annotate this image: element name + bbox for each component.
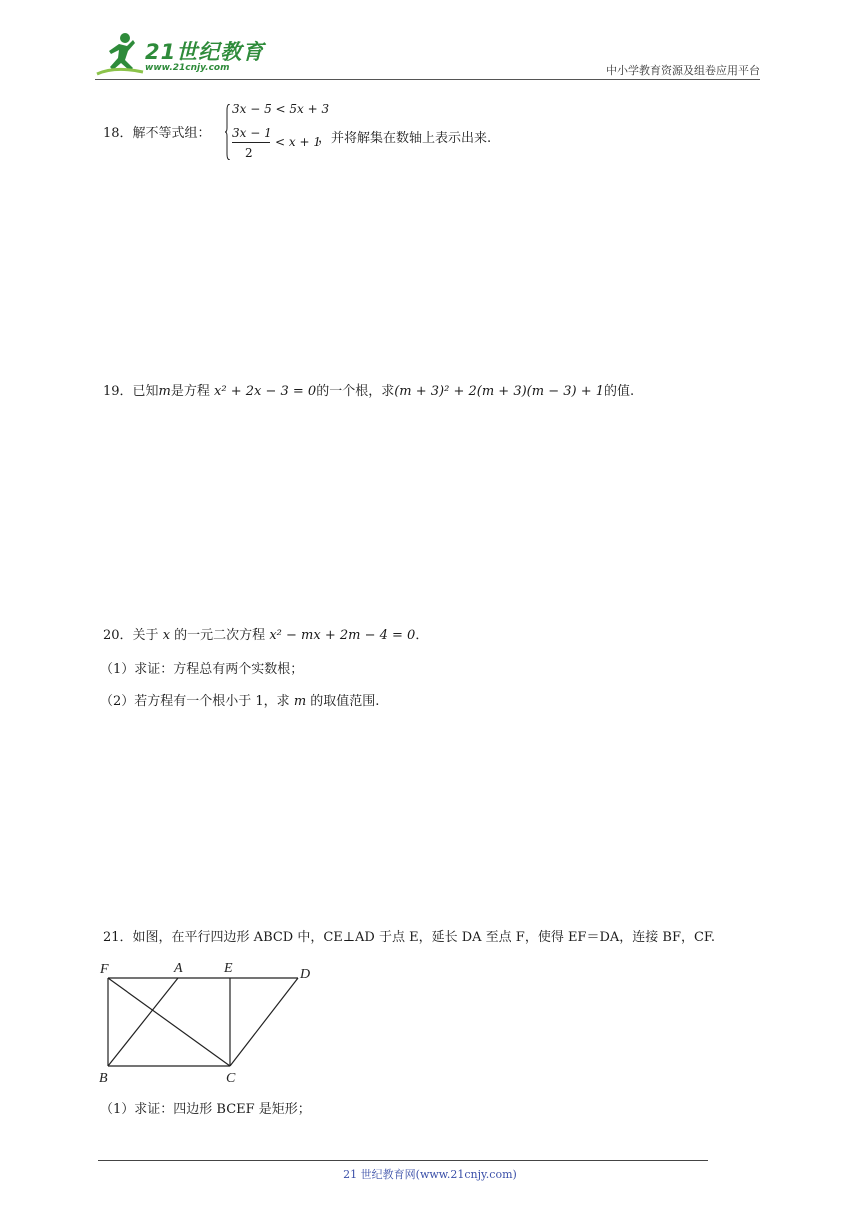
q20-part2a: （2）若方程有一个根小于 1，求: [100, 694, 290, 709]
q20-text3: ．: [415, 628, 429, 643]
q18-label: 18．解不等式组：: [103, 126, 211, 141]
q20-part2: [100, 692, 379, 712]
label-F: F: [100, 962, 109, 977]
brace-icon: [225, 104, 231, 160]
q20-part2-var: m: [293, 694, 307, 709]
q18-frac-denominator: 2: [245, 146, 253, 160]
q20-var-x: x: [162, 628, 171, 643]
label-E: E: [224, 961, 233, 976]
q19-question: [103, 382, 634, 402]
line-BA: [108, 978, 178, 1066]
label-D: D: [300, 967, 311, 982]
q20-text1: 20．关于: [103, 628, 159, 643]
q19-equation: x² + 2x − 3 = 0: [214, 384, 317, 399]
q19-text4: 的值.: [603, 384, 635, 399]
footer-text: 21 世纪教育网(www.21cnjy.com): [343, 1168, 517, 1181]
logo: [95, 30, 265, 78]
q19-text2: 是方程: [170, 384, 210, 399]
runner-icon: [95, 30, 145, 78]
page-header: [95, 30, 760, 82]
fraction-bar: [232, 142, 270, 143]
header-platform-text: 中小学教育资源及组卷应用平台: [606, 64, 760, 77]
q21-part1: （1）求证：四边形 BCEF 是矩形；: [100, 1102, 311, 1117]
q19-text3: 的一个根，求: [316, 384, 395, 399]
q19-expression: (m + 3)² + 2(m + 3)(m − 3) + 1: [394, 384, 604, 399]
q20-question: [103, 626, 428, 646]
label-C: C: [226, 1071, 236, 1086]
q19-var-m: m: [158, 384, 171, 399]
footer-divider: [98, 1160, 708, 1161]
q20-part2b: 的取值范围.: [310, 694, 380, 709]
q18-line1: 3x − 5 < 5x + 3: [232, 102, 330, 116]
q20-equation: x² − mx + 2m − 4 = 0: [269, 628, 416, 643]
label-A: A: [174, 961, 183, 976]
header-divider: [95, 79, 760, 80]
logo-text: 21世纪教育: [145, 40, 265, 64]
q19-text1: 19．已知: [103, 384, 159, 399]
logo-url: www.21cnjy.com: [145, 63, 230, 73]
q18-frac-numerator: 3x − 1: [232, 126, 272, 140]
q21-parallelogram-figure: [98, 958, 328, 1088]
line-FC: [108, 978, 230, 1066]
q18-after-fraction: < x + 1: [275, 135, 321, 149]
q18-tail: ，并将解集在数轴上表示出来.: [318, 131, 492, 146]
q21-question: 21．如图，在平行四边形 ABCD 中，CE⊥AD 于点 E，延长 DA 至点 F，使得 EF＝DA，连接 BF，CF.: [103, 930, 716, 945]
line-CD: [230, 978, 298, 1066]
q20-text2: 的一元二次方程: [174, 628, 266, 643]
label-B: B: [99, 1071, 108, 1086]
q20-part1: （1）求证：方程总有两个实数根；: [100, 662, 304, 677]
